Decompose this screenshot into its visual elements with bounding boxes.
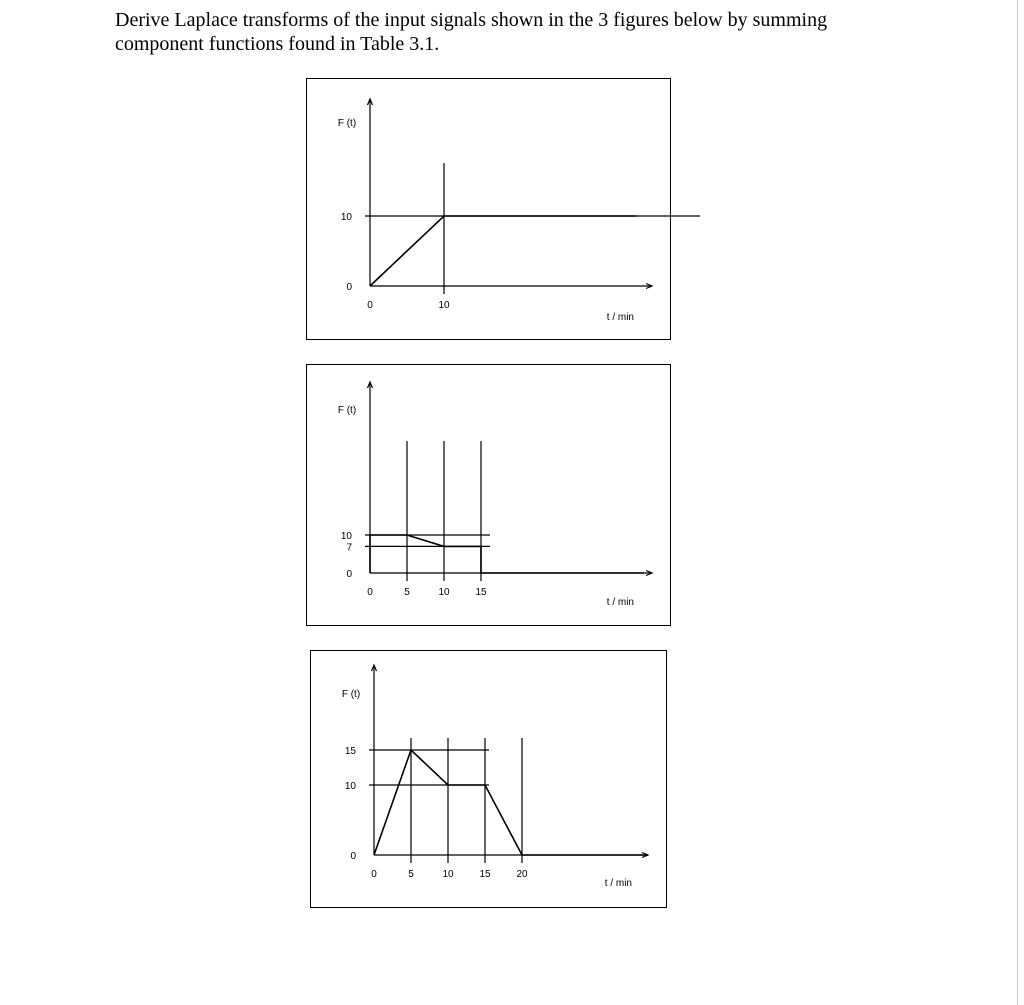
figure-1 [306,78,671,340]
x-tick-label: 5 [408,869,414,880]
x-tick-label: 0 [367,587,373,598]
y-tick-label: 10 [340,531,352,542]
x-axis-label: t / min [604,878,632,889]
signal-line [370,535,644,573]
y-axis-label: F (t) [337,118,357,129]
figure-2-plot [307,365,672,627]
y-tick-label: 15 [344,746,356,757]
y-axis-label: F (t) [341,689,361,700]
y-tick-label: 0 [350,851,356,862]
x-tick-label: 5 [404,587,410,598]
x-tick-label: 15 [475,587,487,598]
x-tick-label: 20 [516,869,528,880]
figure-1-plot [307,79,672,341]
page-edge [1017,0,1018,1005]
x-tick-label: 10 [438,587,450,598]
y-tick-label: 0 [346,569,352,580]
signal-line [370,216,636,286]
x-tick-label: 15 [479,869,491,880]
figure-2 [306,364,671,626]
x-tick-label: 10 [442,869,454,880]
y-tick-label: 0 [346,282,352,293]
y-tick-label: 10 [340,212,352,223]
y-tick-label: 7 [346,542,352,554]
y-tick-label: 10 [344,781,356,792]
signal-line [374,750,648,855]
x-axis-label: t / min [606,312,634,323]
problem-statement: Derive Laplace transforms of the input signals shown in the 3 figures below by summing component functions found in Table 3.1. [115,9,828,55]
x-tick-label: 0 [367,300,373,311]
y-axis-label: F (t) [337,405,357,416]
x-tick-label: 10 [438,300,450,311]
figure-3 [310,650,667,908]
figure-3-plot [311,651,668,909]
x-tick-label: 0 [371,869,377,880]
x-axis-label: t / min [606,597,634,608]
